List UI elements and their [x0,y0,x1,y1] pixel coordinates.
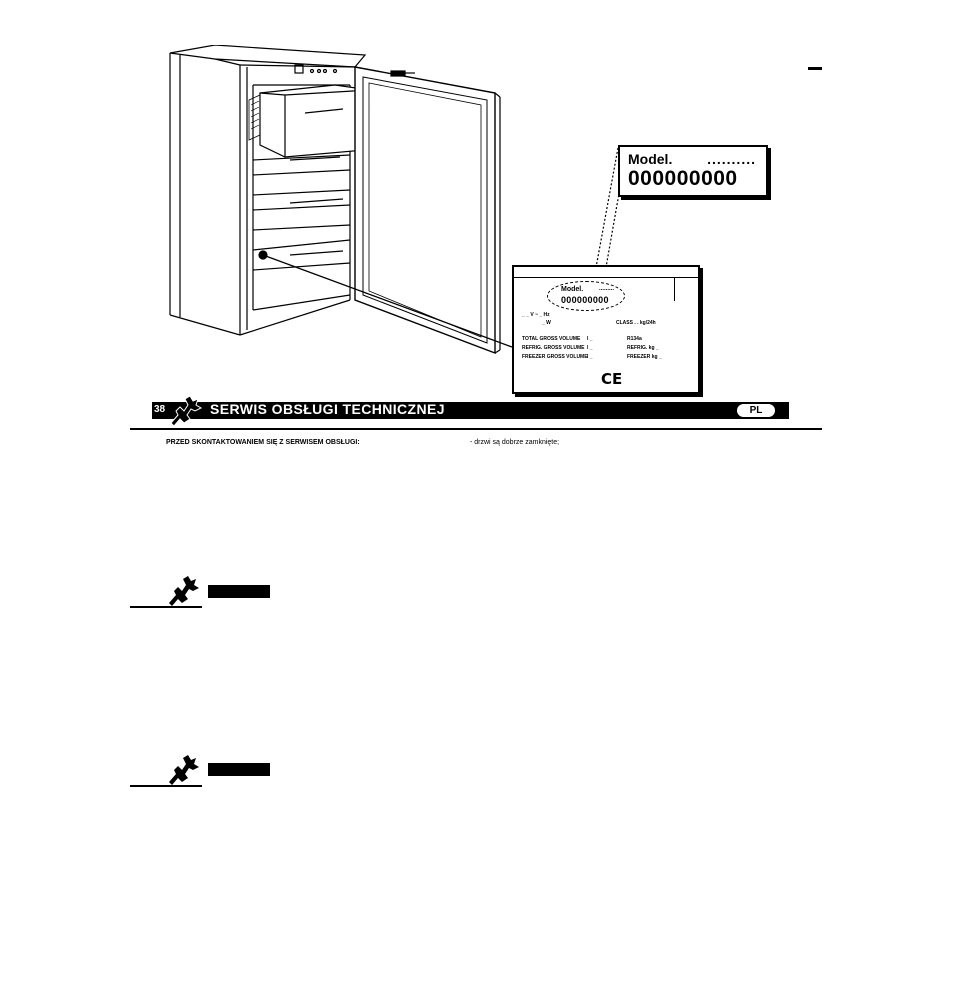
plate-row-right: REFRIG. kg _ [627,345,659,351]
plate-row-right: R134a [627,336,642,342]
plate-model-number: 000000000 [561,295,609,305]
model-callout [618,145,768,197]
language-code: PL [749,405,763,416]
freezer-illustration [165,45,825,400]
wrench-hand-icon [168,393,204,427]
subsection-bar [208,585,270,598]
section-title: SERWIS OBSŁUGI TECHNICZNEJ [210,401,445,417]
plate-class-line: CLASS . . kg/24h [616,320,656,326]
wrench-hand-icon [166,752,202,786]
plate-voltage-line: _ _ V ~ _ Hz [522,312,550,318]
plate-row-value: l _ [587,345,593,351]
plate-row-value: l _ [587,354,593,360]
intro-bullet: - drzwi są dobrze zamknięte; [470,439,560,446]
plate-row-label: TOTAL GROSS VOLUME [522,336,581,342]
intro-heading: PRZED SKONTAKTOWANIEM SIĘ Z SERWISEM OBSŁUGI: [166,439,360,446]
plate-row-label: REFRIG. GROSS VOLUME [522,345,585,351]
plate-row-value: l _ [587,336,593,342]
wrench-hand-icon [166,573,202,607]
subsection-bar [208,763,270,776]
subsection-rule [130,785,202,787]
plate-power-line: _ W [542,320,551,326]
rating-plate [512,265,700,394]
model-callout-dots: .......... [707,151,756,167]
plate-model-dots: ......... [599,286,615,292]
language-badge [737,404,775,417]
model-callout-label: Model. [628,151,673,167]
plate-row-label: FREEZER GROSS VOLUME [522,354,588,360]
plate-model-label: Model. [561,286,584,293]
subsection-rule [130,606,202,608]
model-callout-number: 000000000 [628,167,738,190]
plate-row-right: FREEZER kg _ [627,354,662,360]
header-rule [130,428,822,430]
page-number: 38 [154,404,166,415]
ce-mark: CE [601,370,623,388]
